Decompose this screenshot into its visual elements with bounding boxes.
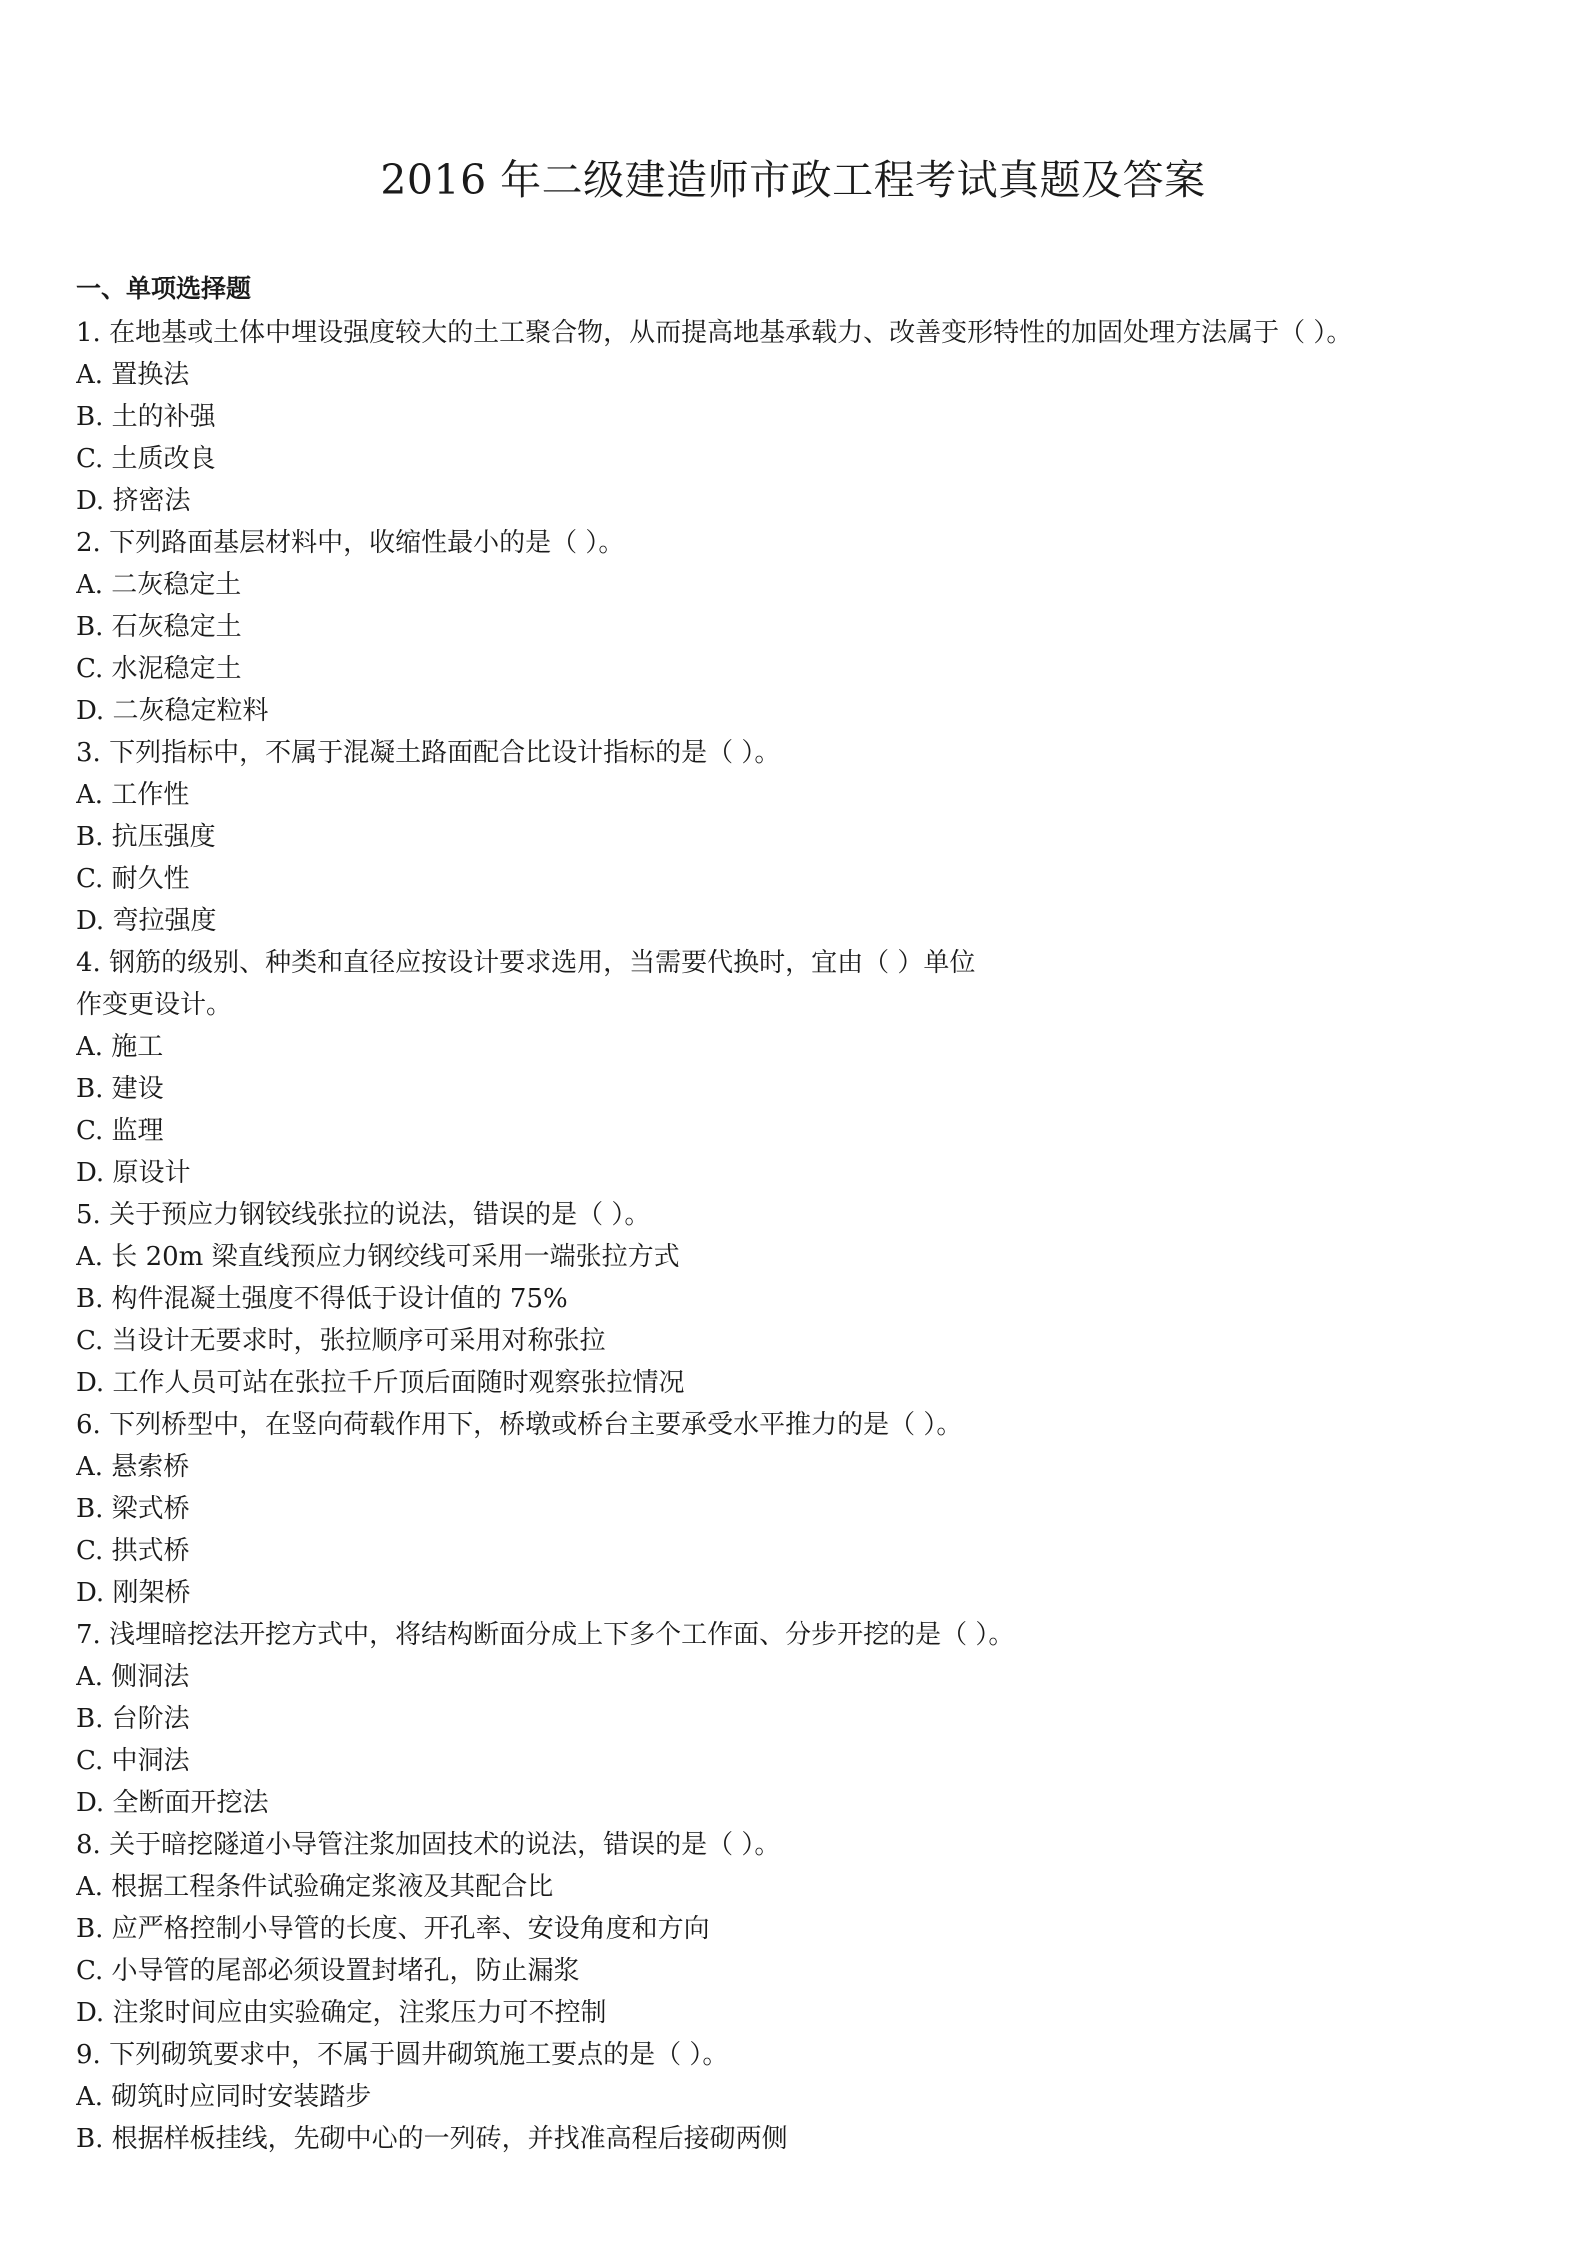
answer-option: A. 施工 <box>76 1032 164 1062</box>
answer-option: D. 挤密法 <box>76 486 191 516</box>
question-line: 8. 关于暗挖隧道小导管注浆加固技术的说法，错误的是（ ）。 <box>76 1830 781 1860</box>
answer-option: B. 土的补强 <box>76 402 216 432</box>
question-line: 1. 在地基或土体中埋设强度较大的土工聚合物，从而提高地基承载力、改善变形特性的加固处理方法属于（ ）。 <box>76 318 1353 348</box>
answer-option: C. 拱式桥 <box>76 1536 190 1566</box>
answer-option: A. 侧洞法 <box>76 1662 190 1692</box>
answer-option: D. 注浆时间应由实验确定，注浆压力可不控制 <box>76 1998 607 2028</box>
question-line: 作变更设计。 <box>76 990 233 1020</box>
answer-option: B. 台阶法 <box>76 1704 190 1734</box>
answer-option: B. 构件混凝土强度不得低于设计值的 75% <box>76 1284 568 1314</box>
answer-option: B. 石灰稳定土 <box>76 612 242 642</box>
question-line: 7. 浅埋暗挖法开挖方式中，将结构断面分成上下多个工作面、分步开挖的是（ ）。 <box>76 1620 1015 1650</box>
section-heading: 一、单项选择题 <box>76 274 252 303</box>
answer-option: B. 建设 <box>76 1074 164 1104</box>
question-line: 9. 下列砌筑要求中，不属于圆井砌筑施工要点的是（ ）。 <box>76 2040 729 2070</box>
answer-option: A. 工作性 <box>76 780 190 810</box>
answer-option: C. 耐久性 <box>76 864 190 894</box>
answer-option: A. 悬索桥 <box>76 1452 190 1482</box>
question-line: 3. 下列指标中，不属于混凝土路面配合比设计指标的是（ ）。 <box>76 738 781 768</box>
answer-option: C. 监理 <box>76 1116 164 1146</box>
answer-option: B. 根据样板挂线，先砌中心的一列砖，并找准高程后接砌两侧 <box>76 2124 788 2154</box>
answer-option: D. 工作人员可站在张拉千斤顶后面随时观察张拉情况 <box>76 1368 685 1398</box>
question-line: 4. 钢筋的级别、种类和直径应按设计要求选用，当需要代换时，宜由（ ）单位 <box>76 948 976 978</box>
answer-option: C. 水泥稳定土 <box>76 654 242 684</box>
question-line: 6. 下列桥型中，在竖向荷载作用下，桥墩或桥台主要承受水平推力的是（ ）。 <box>76 1410 963 1440</box>
question-line: 2. 下列路面基层材料中，收缩性最小的是（ ）。 <box>76 528 625 558</box>
answer-option: C. 土质改良 <box>76 444 216 474</box>
answer-option: D. 弯拉强度 <box>76 906 217 936</box>
answer-option: C. 小导管的尾部必须设置封堵孔，防止漏浆 <box>76 1956 580 1986</box>
answer-option: B. 应严格控制小导管的长度、开孔率、安设角度和方向 <box>76 1914 710 1944</box>
answer-option: D. 二灰稳定粒料 <box>76 696 269 726</box>
answer-option: B. 梁式桥 <box>76 1494 190 1524</box>
answer-option: A. 置换法 <box>76 360 190 390</box>
answer-option: D. 原设计 <box>76 1158 191 1188</box>
answer-option: C. 中洞法 <box>76 1746 190 1776</box>
question-list <box>76 312 1536 2160</box>
answer-option: B. 抗压强度 <box>76 822 216 852</box>
answer-option: A. 砌筑时应同时安装踏步 <box>76 2082 372 2112</box>
document-title: 2016 年二级建造师市政工程考试真题及答案 <box>380 156 1206 204</box>
answer-option: A. 长 20m 梁直线预应力钢绞线可采用一端张拉方式 <box>76 1242 680 1272</box>
question-line: 5. 关于预应力钢铰线张拉的说法，错误的是（ ）。 <box>76 1200 651 1230</box>
answer-option: A. 根据工程条件试验确定浆液及其配合比 <box>76 1872 554 1902</box>
answer-option: A. 二灰稳定土 <box>76 570 242 600</box>
answer-option: D. 刚架桥 <box>76 1578 191 1608</box>
answer-option: C. 当设计无要求时，张拉顺序可采用对称张拉 <box>76 1326 606 1356</box>
answer-option: D. 全断面开挖法 <box>76 1788 269 1818</box>
